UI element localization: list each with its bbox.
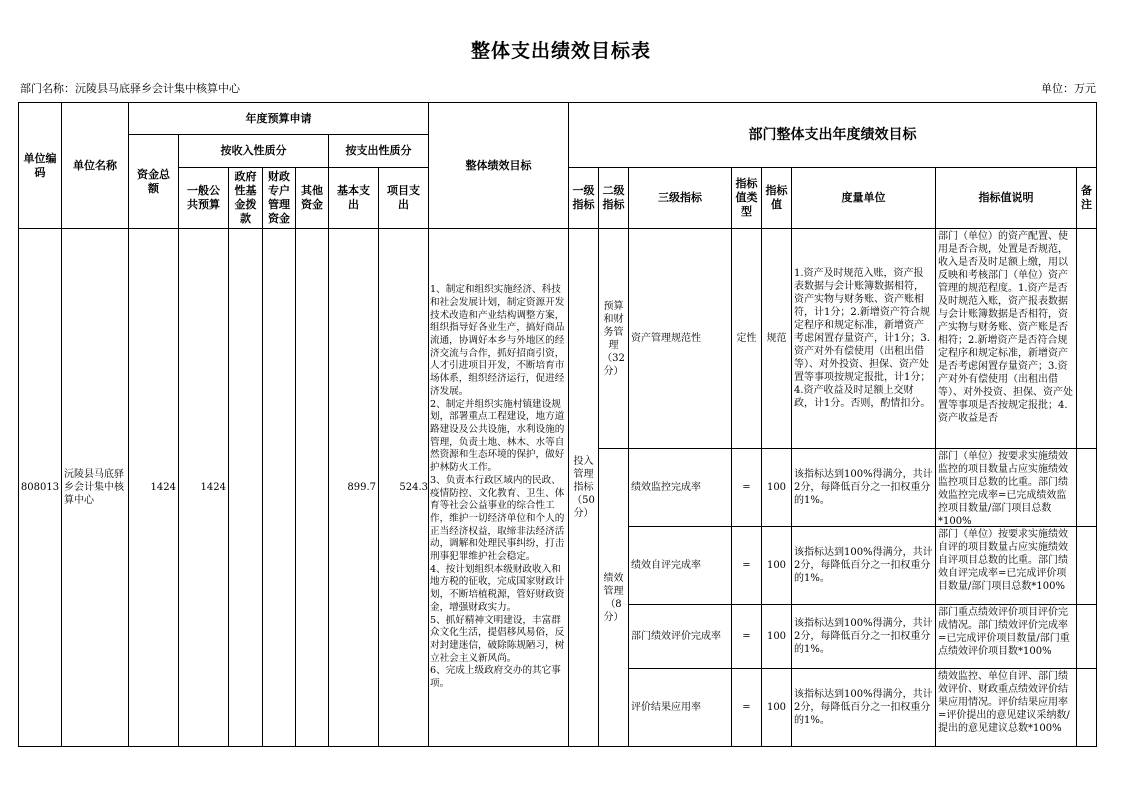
header-level2: 二级指标 <box>602 184 625 211</box>
indicator-name: 资产管理规范性 <box>631 333 701 344</box>
header-total-fund: 资金总额 <box>137 167 170 195</box>
indicator-value: 100 <box>766 482 787 493</box>
cell-project-expense: 524.3 <box>399 482 428 493</box>
cell-unit-name: 沅陵县马底驿乡会计集中核算中心 <box>64 469 124 506</box>
cell-unit-code: 808013 <box>20 482 60 493</box>
indicator-name: 绩效监控完成率 <box>631 482 701 493</box>
indicator-measure: 该指标达到100%得满分，共计2分，每降低百分之一扣权重分的1%。 <box>794 547 933 584</box>
cell-basic-expense: 899.7 <box>347 482 376 493</box>
header-fiscal-special: 财政专户管理资金 <box>268 170 290 225</box>
indicator-name: 评价结果应用率 <box>631 702 701 713</box>
indicator-measure: 1.资产及时规范入账，资产报表数据与会计账簿数据相符，资产实物与财务账、资产账相符，计1分；2.新增资产符合规定程序和规定标准，新增资产考虑闲置存量资产，计1分；3.资产对外有偿使用（出租出借等）、对外投资、担保、资产处置等事项按规定报批，计1分；4.资产收益及时足额上交财政，计1分。否则，酌情扣分。 <box>794 268 931 409</box>
header-project-expense: 项目支出 <box>387 184 420 211</box>
indicator-type: 定性 <box>736 333 757 344</box>
indicator-desc: 部门（单位）的资产配置、使用是否合规，处置是否规范，收入是否及时足额上缴，用以反映和考核部门（单位）资产管理的规范程度。1.资产是否及时规范入账，资产报表数据与会计账簿数据是否相符，资产实物与财务账、资产账是否相符；2.新增资产是否符合规定程序和规定标准，新增资产是否考虑闲置存量资产；3.资产对外有偿使用（出租出借等）、对外投资、担保、资产处置等事项是否按规定报批；4.资产收益是否 <box>938 231 1073 424</box>
indicator-value: 100 <box>766 631 787 642</box>
header-other-fund: 其他资金 <box>301 184 323 211</box>
cell-general-budget: 1424 <box>200 482 226 493</box>
page-title: 整体支出绩效目标表 <box>470 40 651 62</box>
indicator-measure: 该指标达到100%得满分，共计2分，每降低百分之一扣权重分的1%。 <box>794 618 933 655</box>
indicator-desc: 绩效监控、单位自评、部门绩效评价、财政重点绩效评价结果应用情况。评价结果应用率=评价提出的意见建议采纳数/提出的意见建议总数*100% <box>938 671 1070 734</box>
indicator-type: = <box>742 482 751 493</box>
currency-unit: 单位：万元 <box>1041 82 1096 95</box>
header-indicator-desc: 指标值说明 <box>978 191 1034 204</box>
cell-level2-budget-finance: 预算和财务管理（32分） <box>602 300 625 377</box>
indicator-measure: 该指标达到100%得满分，共计2分，每降低百分之一扣权重分的1%。 <box>794 689 933 726</box>
header-indicator-value: 指标值 <box>765 184 788 211</box>
department-name: 部门名称：沅陵县马底驿乡会计集中核算中心 <box>20 82 240 95</box>
indicator-value: 100 <box>766 560 787 571</box>
indicator-desc: 部门重点绩效评价项目评价完成情况。部门绩效评价完成率=已完成评价项目数量/部门重点绩效评价项目数*100% <box>938 607 1070 657</box>
indicator-name: 部门绩效评价完成率 <box>631 631 721 642</box>
indicator-desc: 部门（单位）按要求实施绩效自评的项目数量占应实施绩效自评项目总数的比重。部门绩效自评完成率=已完成评价项目数量/部门项目总数*100% <box>938 529 1068 592</box>
header-dept-goal: 部门整体支出年度绩效目标 <box>748 127 917 143</box>
header-gov-fund: 政府性基金拨款 <box>234 170 257 225</box>
header-basic-expense: 基本支出 <box>337 184 370 211</box>
header-general-budget: 一般公共预算 <box>187 184 220 211</box>
header-by-income: 按收入性质分 <box>220 144 287 157</box>
indicator-type: = <box>742 702 751 713</box>
indicator-name: 绩效自评完成率 <box>631 560 701 571</box>
header-indicator-type: 指标值类型 <box>735 177 758 218</box>
header-level3: 三级指标 <box>658 191 702 204</box>
indicator-desc: 部门（单位）按要求实施绩效监控的项目数量占应实施绩效监控项目总数的比重。部门绩效监控完成率=已完成绩效监控项目数量/部门项目总数*100% <box>938 451 1068 526</box>
indicator-value: 100 <box>766 702 787 713</box>
header-measure: 度量单位 <box>841 191 886 204</box>
indicator-type: = <box>742 631 751 642</box>
header-remark: 备注 <box>1081 184 1092 211</box>
cell-overall-goal: 1、制定和组织实施经济、科技和社会发展计划，制定资源开发技术改造和产业结构调整方案，组织指导好各业生产，搞好商品流通，协调好本乡与外地区的经济交流与合作，抓好招商引资，人才引进项目开发，不断培育市场体系，组织经济运行，促进经济发展。 2、制定并组织实施村镇建设规划，部署重点工程建设，地方道路建设及公共设施，水利设施的管理，负责土地、林木、水等自然资源和生态环境的保护，做好护林防火工作。 3、负责本行政区域内的民政、疫情防控、文化教育、卫生、体育等社会公益事业的综合性工作，维护一切经济单位和个人的正当经济权益，取缔非法经济活动，调解和处理民事纠纷，打击刑事犯罪维护社会稳定。 4、按计划组织本级财政收入和地方税的征收，完成国家财政计划，不断培植税源，管好财政资金，增强财政实力。 5、抓好精神文明建设，丰富群众文化生活，提倡移风易俗，反对封建迷信，破除陈规陋习，树立社会主义新风尚。 6、完成上级政府交办的其它事项。 <box>430 284 565 690</box>
header-annual-budget: 年度预算申请 <box>245 111 312 125</box>
header-level1: 一级指标 <box>572 184 595 211</box>
header-overall-goal: 整体绩效目标 <box>465 158 532 172</box>
indicator-measure: 该指标达到100%得满分，共计2分，每降低百分之一扣权重分的1%。 <box>794 469 933 506</box>
cell-level1: 投入管理指标（50分） <box>572 456 595 519</box>
header-unit-code: 单位编码 <box>23 151 57 179</box>
cell-total-fund: 1424 <box>150 482 176 493</box>
cell-level2-performance: 绩效管理（8分） <box>603 572 624 623</box>
indicator-value: 规范 <box>766 333 787 344</box>
indicator-type: = <box>742 560 751 571</box>
header-unit-name: 单位名称 <box>73 158 117 172</box>
header-by-expense: 按支出性质分 <box>345 144 412 157</box>
